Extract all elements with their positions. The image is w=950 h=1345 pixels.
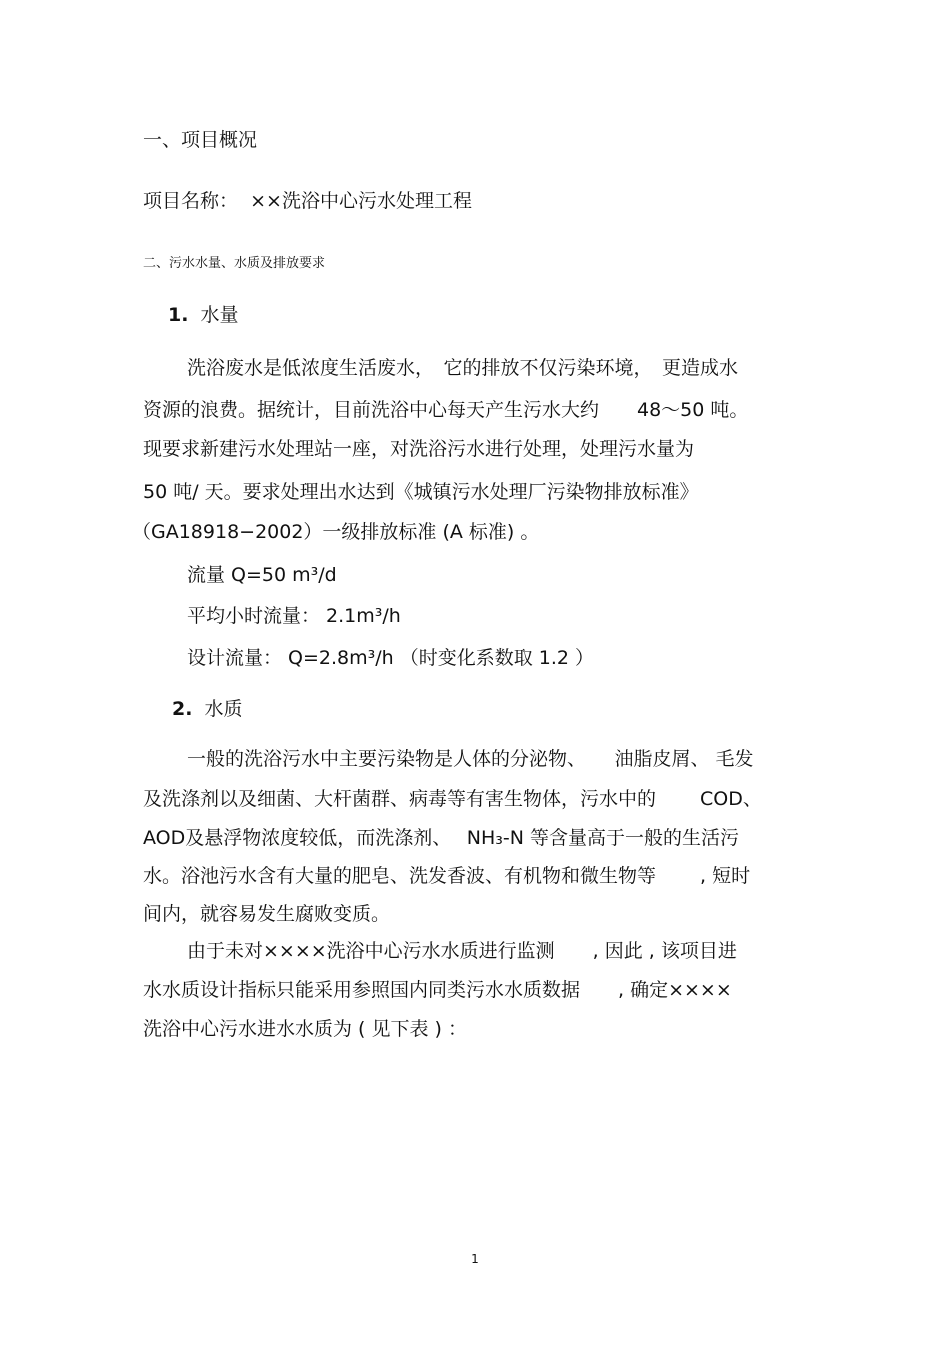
paragraph-line: 洗浴废水是低浓度生活废水， 它的排放不仅污染环境， 更造成水 <box>187 357 739 379</box>
paragraph-line: 由于未对××××洗浴中心污水水质进行监测 , 因此 , 该项目进 <box>187 940 737 962</box>
subheading-water-quality <box>172 696 243 722</box>
subheading-title: 水量 <box>200 304 239 326</box>
paragraph-line: 洗浴中心污水进水水质为 ( 见下表 ) ： <box>143 1018 467 1040</box>
project-name-row <box>143 188 472 214</box>
paragraph-line: 及洗涤剂以及细菌、大杆菌群、病毒等有害生物体，污水中的 COD、 <box>143 788 762 810</box>
page-number: 1 <box>471 1252 479 1266</box>
paragraph-line: 资源的浪费。据统计，目前洗浴中心每天产生污水大约 48～50 吨。 <box>143 399 749 421</box>
subheading-number: 1. <box>168 304 189 326</box>
subheading-title: 水质 <box>204 698 243 720</box>
subheading-number: 2. <box>172 698 193 720</box>
subheading-water-quantity <box>168 302 239 328</box>
paragraph-line: AOD及悬浮物浓度较低，而洗涤剂、 NH₃-N 等含量高于一般的生活污 <box>143 827 740 849</box>
design-flow: 设计流量： Q=2.8m³/h （时变化系数取 1.2 ） <box>187 647 595 669</box>
project-name-label: 项目名称： <box>143 190 239 212</box>
paragraph-line: 水。浴池污水含有大量的肥皂、洗发香波、有机物和微生物等 , 短时 <box>143 865 751 887</box>
section-1-heading: 一、项目概况 <box>143 129 258 151</box>
paragraph-line: （GA18918−2002）一级排放标准 (A 标准) 。 <box>132 521 540 543</box>
section-2-heading: 二、污水水量、水质及排放要求 <box>143 256 326 271</box>
paragraph-line: 现要求新建污水处理站一座，对洗浴污水进行处理，处理污水量为 <box>143 438 695 460</box>
project-name-value: ××洗浴中心污水处理工程 <box>250 190 472 212</box>
average-hourly-flow: 平均小时流量： 2.1m³/h <box>187 605 401 627</box>
paragraph-line: 间内，就容易发生腐败变质。 <box>143 903 391 925</box>
paragraph-line: 水水质设计指标只能采用参照国内同类污水水质数据 , 确定×××× <box>143 979 732 1001</box>
paragraph-line: 一般的洗浴污水中主要污染物是人体的分泌物、 油脂皮屑、 毛发 <box>187 748 754 770</box>
flow-rate: 流量 Q=50 m³/d <box>187 564 337 586</box>
paragraph-line: 50 吨/ 天。要求处理出水达到《城镇污水处理厂污染物排放标准》 <box>143 481 699 503</box>
